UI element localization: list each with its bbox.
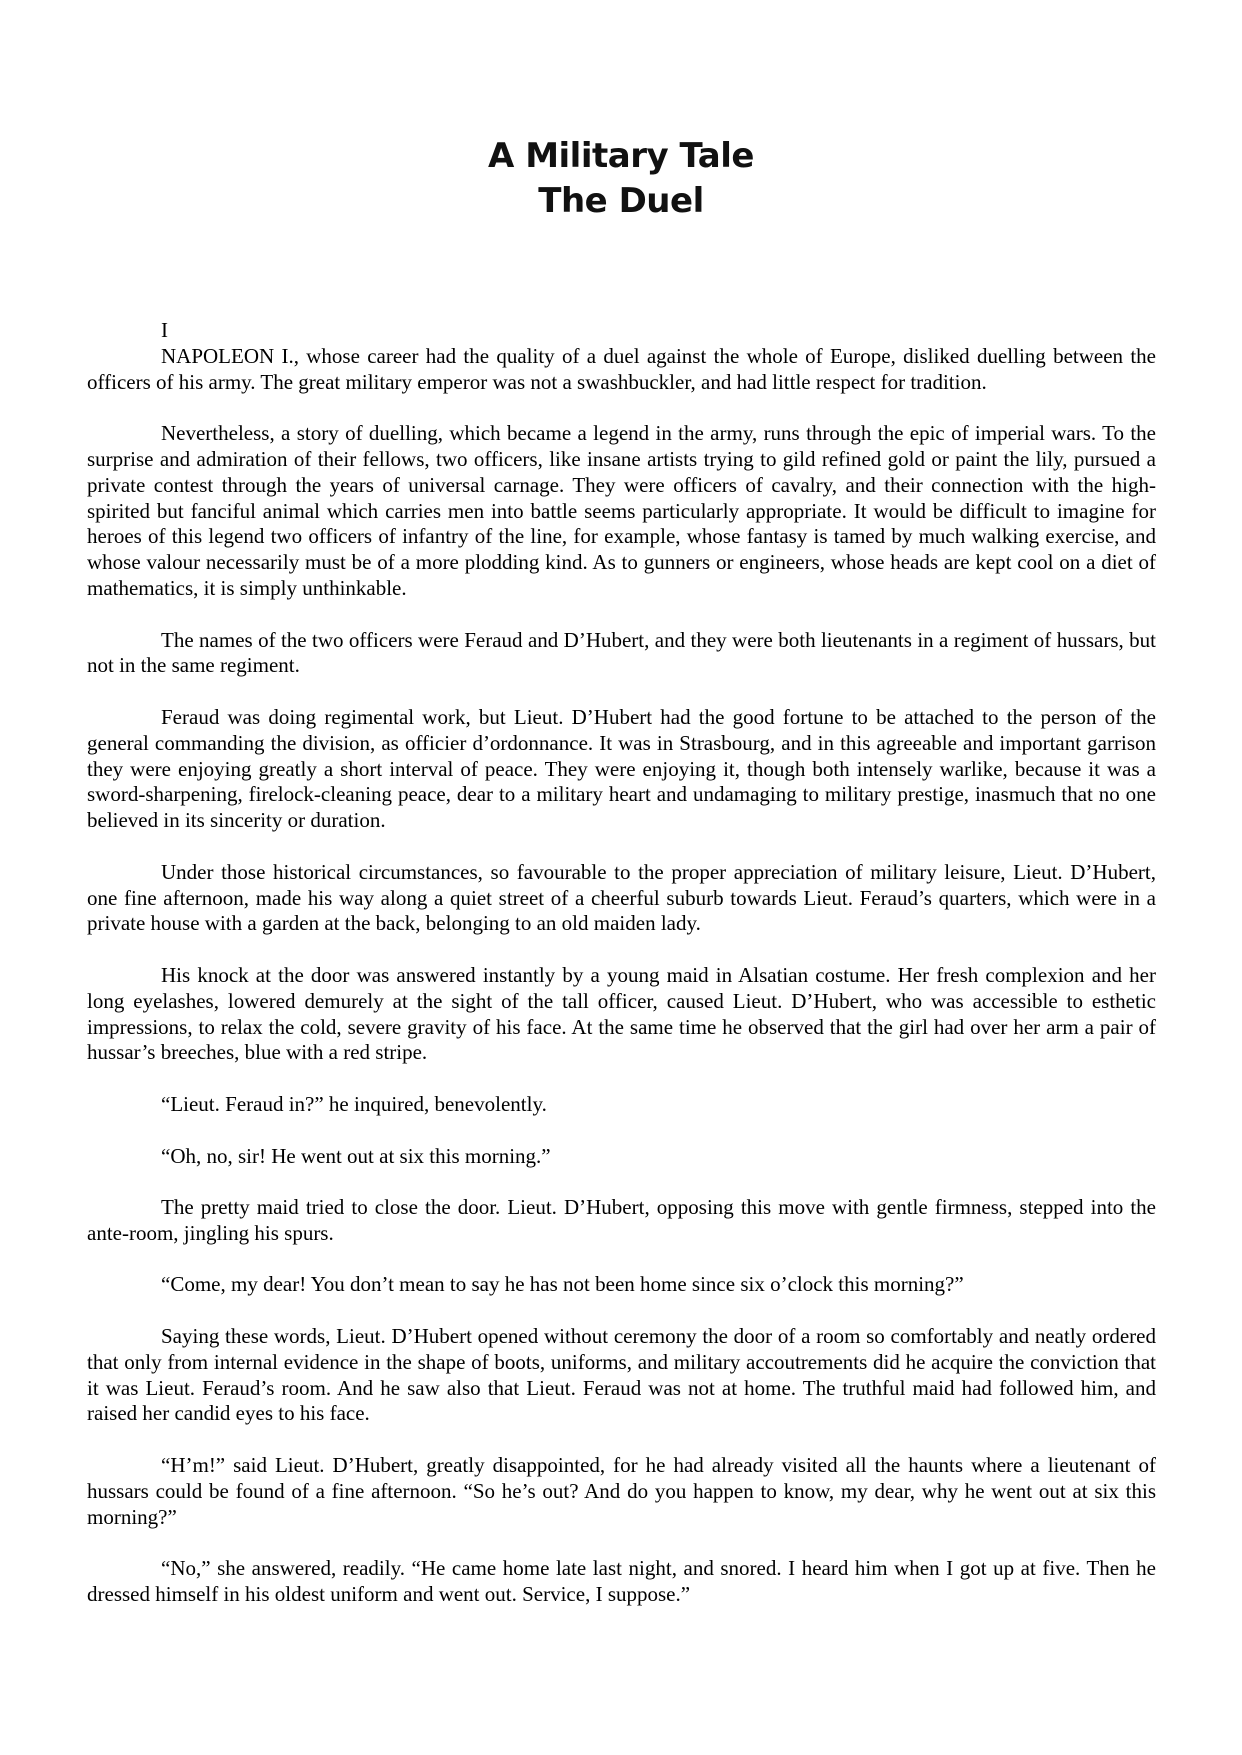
- paragraph: “No,” she answered, readily. “He came home late last night, and snored. I heard him when I got up at five. Then he dressed himself in his oldest uniform and went out. Service, I suppose.”: [87, 1556, 1156, 1607]
- paragraph: “Oh, no, sir! He went out at six this morning.”: [161, 1143, 551, 1168]
- paragraph: His knock at the door was answered instantly by a young maid in Alsatian costume. Her fresh complexion and her long eyelashes, lowered demurely at the sight of the tall officer, caused Lieut. D’Hubert, who was accessible to esthetic impressions, to relax the cold, severe gravity of his face. At the same time he observed that the girl had over her arm a pair of hussar’s breeches, blue with a red stripe.: [87, 962, 1156, 1065]
- paragraph: “H’m!” said Lieut. D’Hubert, greatly disappointed, for he had already visited all the haunts where a lieutenant of hussars could be found of a fine afternoon. “So he’s out? And do you happen to know, my dear, why he went out at six this morning?”: [87, 1453, 1156, 1529]
- paragraph: Under those historical circumstances, so favourable to the proper appreciation of military leisure, Lieut. D’Hubert, one fine afternoon, made his way along a quiet street of a cheerful suburb towards Lieut. Feraud’s quarters, which were in a private house with a garden at the back, belonging to an old maiden lady.: [87, 859, 1156, 936]
- paragraph: The pretty maid tried to close the door. Lieut. D’Hubert, opposing this move with gentle firmness, stepped into the ante-room, jingling his spurs.: [87, 1195, 1156, 1245]
- document-title: A Military Tale: [488, 136, 754, 176]
- paragraph: Saying these words, Lieut. D’Hubert opened without ceremony the door of a room so comfortably and neatly ordered that only from internal evidence in the shape of boots, uniforms, and military accoutrements did he acquire the conviction that it was Lieut. Feraud’s room. And he saw also that Lieut. Feraud was not at home. The truthful maid had followed him, and raised her candid eyes to his face.: [87, 1324, 1156, 1426]
- paragraph: NAPOLEON I., whose career had the quality of a duel against the whole of Europe, disliked duelling between the officers of his army. The great military emperor was not a swashbuckler, and had little respect for tradition.: [87, 343, 1156, 394]
- body-text: [87, 318, 1156, 1634]
- document-subtitle: The Duel: [538, 181, 704, 221]
- paragraph: “Lieut. Feraud in?” he inquired, benevolently.: [161, 1091, 547, 1116]
- title-block: [0, 134, 1242, 224]
- chapter-number: I: [161, 318, 168, 342]
- paragraph: Nevertheless, a story of duelling, which became a legend in the army, runs through the epic of imperial wars. To the surprise and admiration of their fellows, two officers, like insane artists trying to gild refined gold or paint the lily, pursued a private contest through the years of universal carnage. They were officers of cavalry, and their connection with the high-spirited but fanciful animal which carries men into battle seems particularly appropriate. It would be difficult to imagine for heroes of this legend two officers of infantry of the line, for example, whose fantasy is tamed by much walking exercise, and whose valour necessarily must be of a more plodding kind. As to gunners or engineers, whose heads are kept cool on a diet of mathematics, it is simply unthinkable.: [87, 421, 1156, 600]
- paragraph: The names of the two officers were Feraud and D’Hubert, and they were both lieutenants in a regiment of hussars, but not in the same regiment.: [87, 627, 1156, 678]
- paragraph: Feraud was doing regimental work, but Lieut. D’Hubert had the good fortune to be attached to the person of the general commanding the division, as officier d’ordonnance. It was in Strasbourg, and in this agreeable and important garrison they were enjoying greatly a short interval of peace. They were enjoying it, though both intensely warlike, because it was a sword-sharpening, firelock-cleaning peace, dear to a military heart and undamaging to military prestige, inasmuch that no one believed in its sincerity or duration.: [87, 704, 1156, 833]
- paragraph: “Come, my dear! You don’t mean to say he has not been home since six o’clock this morning?”: [161, 1272, 964, 1297]
